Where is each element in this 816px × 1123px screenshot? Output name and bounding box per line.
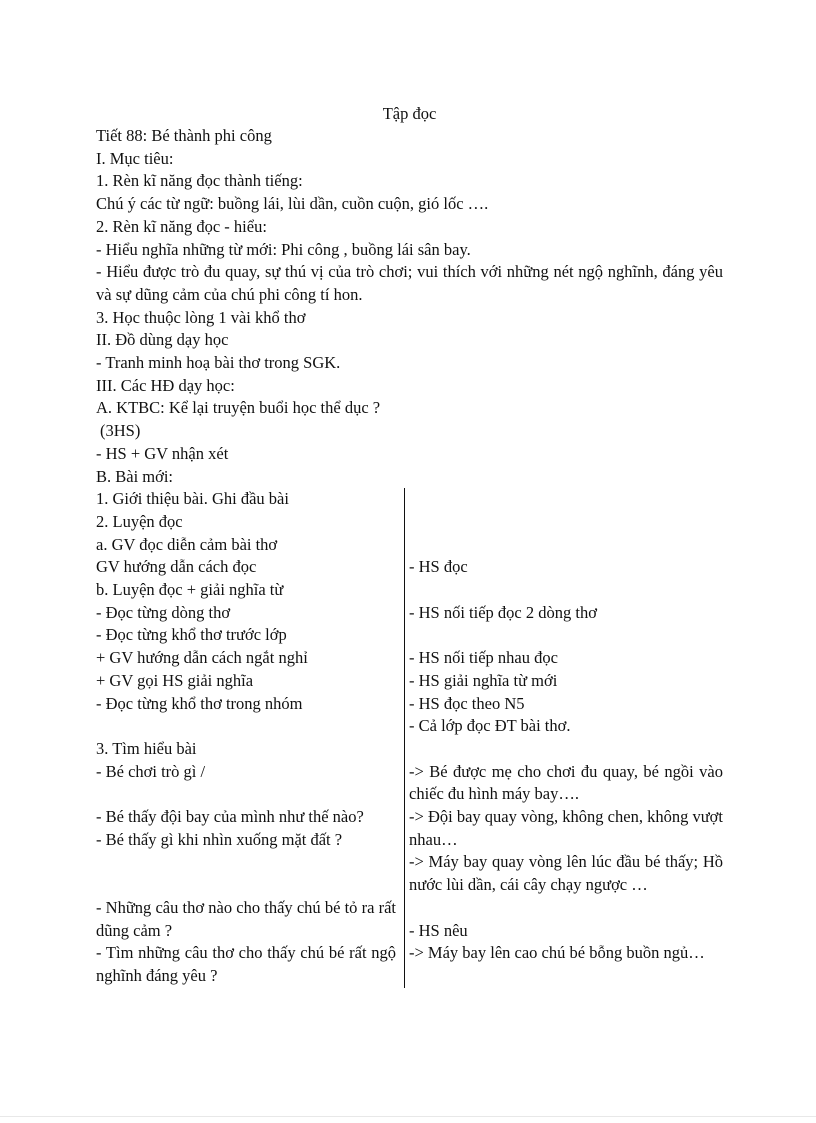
materials-item: - Tranh minh hoạ bài thơ trong SGK. (96, 353, 341, 373)
objective-1-heading: 1. Rèn kĩ năng đọc thành tiếng: (96, 171, 303, 191)
table-row-3-left: a. GV đọc diễn cảm bài thơ (96, 534, 278, 554)
table-row-4-left: GV hướng dẫn cách đọc (96, 557, 257, 577)
table-row-15-left-pad-2 (96, 874, 396, 897)
table-row-14-left: - Bé thấy đội bay của mình như thế nào? (96, 807, 364, 827)
table-row-17-right: -> Máy bay lên cao chú bé bỗng buồn ngủ… (409, 943, 705, 963)
page-bottom-edge (0, 1116, 816, 1117)
table-row-16-right: - HS nêu (409, 920, 468, 940)
table-row-5-right (409, 579, 723, 602)
table-row-7-right (409, 624, 723, 647)
objective-2-item-2: - Hiểu được trò đu quay, sự thú vị của trò chơi; vui thích với những nét ngộ nghĩnh, đáng yêu và sự dũng cảm của chú phi công tí hon. (96, 262, 723, 304)
table-row-1-right (409, 488, 723, 511)
activity-a-note: - HS + GV nhận xét (96, 443, 229, 463)
table-row-7-left: - Đọc từng khổ thơ trước lớp (96, 625, 287, 645)
table-row-13-right: -> Bé được mẹ cho chơi đu quay, bé ngồi vào chiếc đu hình máy bay…. (409, 761, 723, 804)
table-row-12-left: 3. Tìm hiểu bài (96, 738, 197, 758)
activities-heading: III. Các HĐ dạy học: (96, 375, 235, 395)
table-row-8-right: - HS nối tiếp nhau đọc (409, 648, 558, 668)
objective-2-heading: 2. Rèn kĩ năng đọc - hiểu: (96, 216, 267, 236)
table-row-17-left: - Tìm những câu thơ cho thấy chú bé rất ngộ nghĩnh đáng yêu ? (96, 943, 396, 985)
table-row-15-left: - Bé thấy gì khi nhìn xuống mặt đất ? (96, 829, 343, 849)
table-row-13-left-pad (96, 783, 396, 806)
table-row-2-right (409, 511, 723, 534)
objective-3-heading: 3. Học thuộc lòng 1 vài khổ thơ (96, 307, 306, 327)
table-row-10-left: - Đọc từng khổ thơ trong nhóm (96, 693, 303, 713)
table-row-5-left: b. Luyện đọc + giải nghĩa từ (96, 580, 284, 600)
table-row-2-left: 2. Luyện đọc (96, 511, 183, 531)
table-row-16-left: - Những câu thơ nào cho thấy chú bé tỏ ra rất dũng cảm ? (96, 897, 396, 940)
activity-a-line: A. KTBC: Kể lại truyện buổi học thể dục ? (96, 398, 381, 418)
table-row-13-left: - Bé chơi trò gì / (96, 761, 206, 781)
document-page (96, 102, 723, 988)
table-row-11-left (96, 715, 396, 738)
table-row-8-left: + GV hướng dẫn cách ngắt nghỉ (96, 648, 308, 668)
table-row-12-right (409, 738, 723, 761)
table-row-16-right-pad (409, 897, 723, 920)
activity-a-sub: (3HS) (100, 421, 141, 441)
table-row-4-right: - HS đọc (409, 557, 468, 577)
table-row-6-right: - HS nối tiếp đọc 2 dòng thơ (409, 602, 597, 622)
table-row-11-right: - Cả lớp đọc ĐT bài thơ. (409, 716, 571, 736)
table-row-10-right: - HS đọc theo N5 (409, 693, 525, 713)
lesson-table (96, 488, 723, 987)
table-row-6-left: - Đọc từng dòng thơ (96, 602, 231, 622)
objective-1-text: Chú ý các từ ngữ: buồng lái, lùi dần, cuồn cuộn, gió lốc …. (96, 194, 489, 214)
table-row-9-right: - HS giải nghĩa từ mới (409, 670, 558, 690)
objective-2-item-1: - Hiểu nghĩa những từ mới: Phi công , buồng lái sân bay. (96, 239, 471, 259)
table-row-9-left: + GV gọi HS giải nghĩa (96, 670, 254, 690)
table-row-3-right (409, 534, 723, 557)
student-column (404, 488, 723, 987)
activity-b-line: B. Bài mới: (96, 466, 174, 486)
objectives-heading: I. Mục tiêu: (96, 148, 174, 168)
table-row-1-left: 1. Giới thiệu bài. Ghi đầu bài (96, 489, 289, 509)
table-row-15-right: -> Máy bay quay vòng lên lúc đầu bé thấy; Hồ nước lùi dần, cái cây chạy ngược … (409, 852, 723, 895)
table-row-15-left-pad-1 (96, 851, 396, 874)
lesson-title: Tiết 88: Bé thành phi công (96, 126, 272, 145)
page-title: Tập đọc (382, 104, 437, 123)
table-row-14-right: -> Đội bay quay vòng, không chen, không vượt nhau… (409, 807, 723, 849)
teacher-column (96, 488, 404, 987)
materials-heading: II. Đồ dùng dạy học (96, 330, 229, 350)
